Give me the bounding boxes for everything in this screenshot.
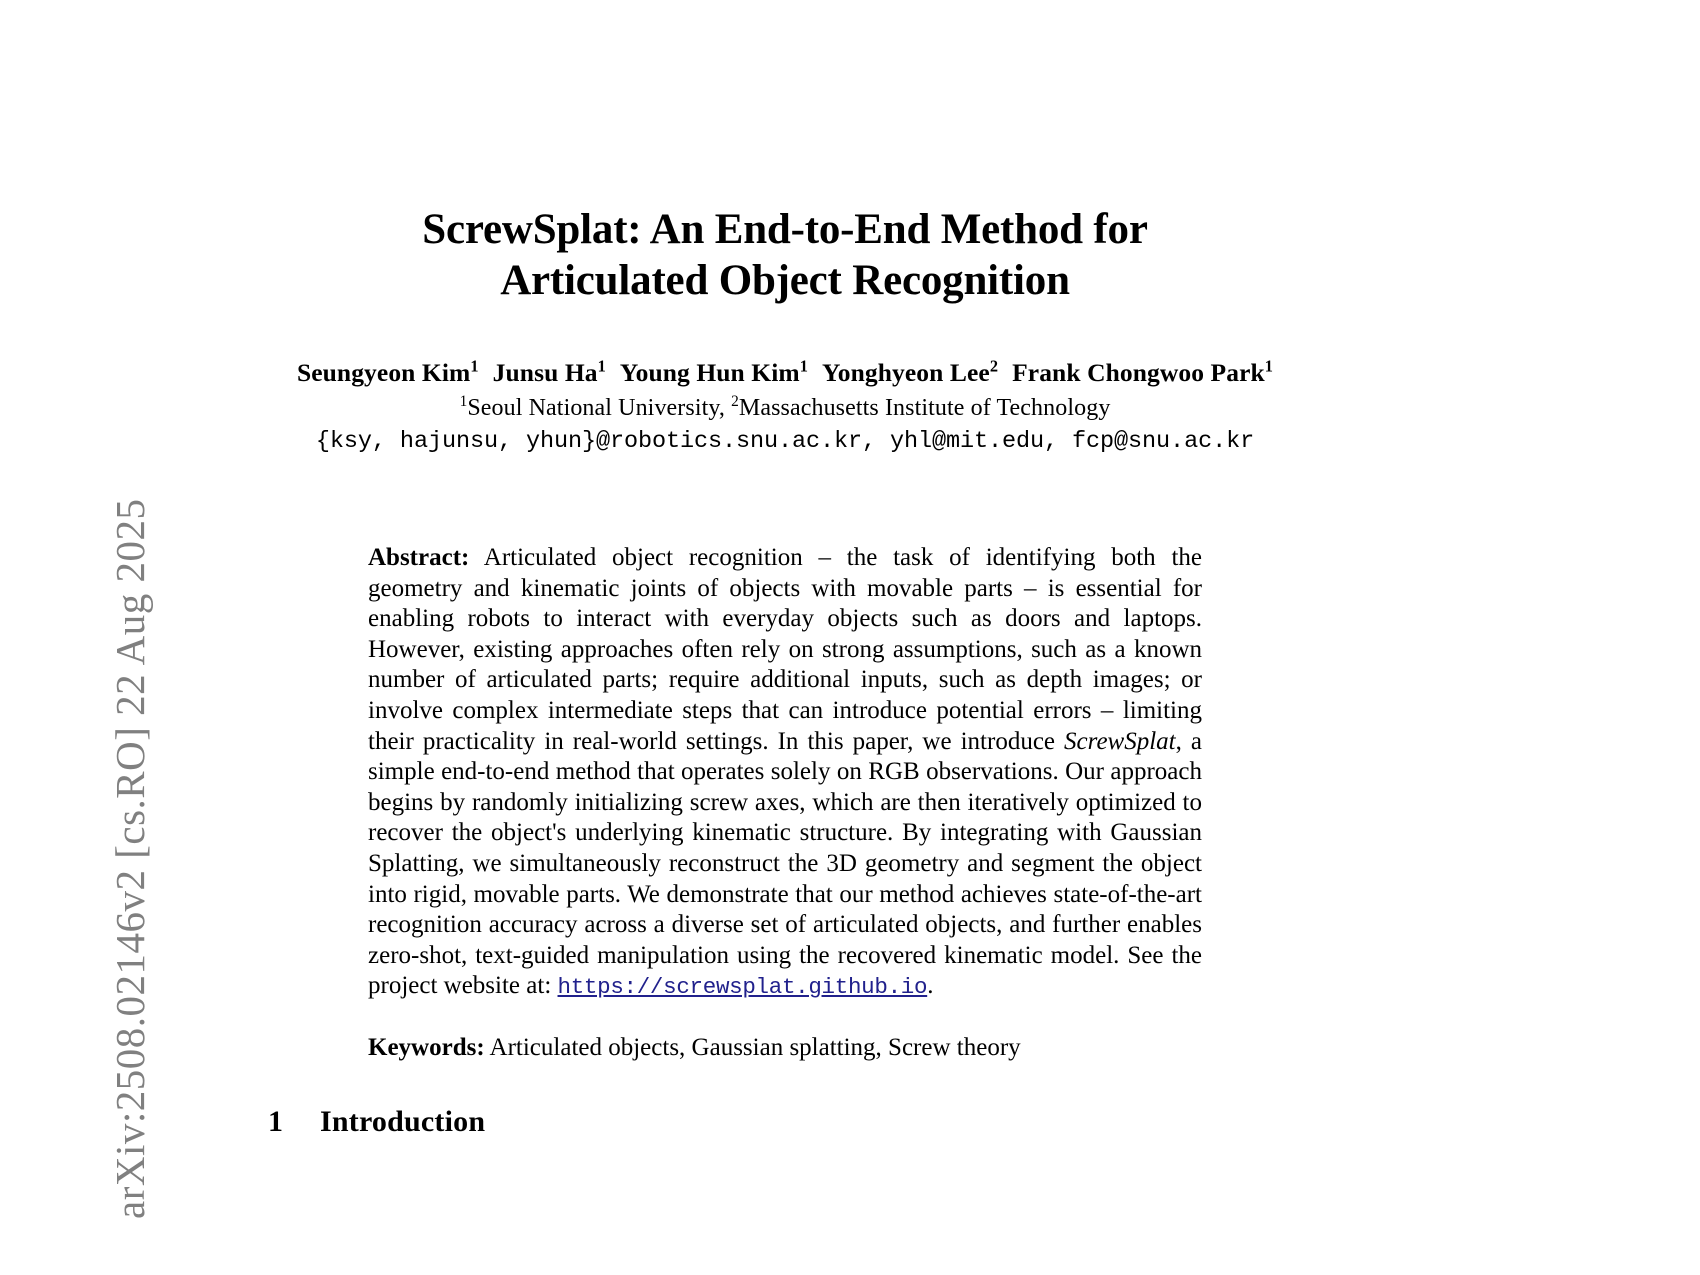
section-number: 1 (268, 1105, 284, 1138)
affiliation-mark: 2 (731, 393, 739, 410)
author-name: Young Hun Kim (619, 358, 800, 387)
author-affiliation-mark: 2 (989, 356, 999, 376)
keywords-label: Keywords: (368, 1034, 485, 1061)
project-website-link[interactable]: https://screwsplat.github.io (557, 974, 928, 1001)
affiliations-line (250, 395, 1320, 422)
section-heading-introduction (268, 1105, 485, 1139)
abstract-text-part-2: , a simple end-to-end method that operates solely on RGB observations. Our approach begins by randomly initializing screw axes, which are then iteratively optimized to recover the object's underlying kinematic structure. By integrating with Gaussian Splatting, we simultaneously reconstruct the 3D geometry and segment the object into rigid, movable parts. We demonstrate that our method achieves state-of-the-art recognition accuracy across a diverse set of articulated objects, and further enables zero-shot, text-guided manipulation using the recovered kinematic model. See the project website at: (368, 727, 1202, 1000)
author-name: Frank Chongwoo Park (1012, 358, 1265, 387)
keywords-block (368, 1033, 1202, 1064)
author-emails: {ksy, hajunsu, yhun}@robotics.snu.ac.kr, yhl@mit.edu, fcp@snu.ac.kr (315, 428, 1255, 455)
authors-line (250, 358, 1320, 388)
page-title (270, 205, 1300, 306)
abstract-label: Abstract: (368, 544, 470, 571)
author-name: Yonghyeon Lee (822, 358, 990, 387)
affiliation-mark: 1 (459, 393, 468, 410)
author-affiliation-mark: 1 (597, 356, 606, 376)
section-title: Introduction (320, 1105, 486, 1138)
abstract-method-name: ScrewSplat (1064, 727, 1176, 755)
affiliation-name: Seoul National University, (467, 395, 726, 421)
paper-title-block (270, 205, 1300, 306)
author-affiliation-mark: 1 (799, 356, 809, 376)
keywords-text: Articulated objects, Gaussian splatting, Screw theory (489, 1034, 1021, 1061)
affiliation-name: Massachusetts Institute of Technology (738, 395, 1111, 421)
author-affiliation-mark: 1 (470, 356, 479, 376)
author-name: Seungyeon Kim (296, 358, 471, 387)
authors-block (250, 358, 1320, 455)
abstract-text-end: . (927, 972, 934, 1000)
author-name: Junsu Ha (492, 358, 598, 387)
title-line-1: ScrewSplat: An End-to-End Method for (422, 206, 1148, 253)
arxiv-identifier-stamp: arXiv:2508.02146v2 [cs.RO] 22 Aug 2025 (107, 498, 153, 1219)
abstract-paragraph (368, 543, 1202, 1003)
title-line-2: Articulated Object Recognition (500, 256, 1070, 304)
abstract-block (368, 543, 1202, 1003)
abstract-text-part-1: Articulated object recognition – the task of identifying both the geometry and kinematic joints of objects with movable parts – is essential for enabling robots to interact with everyday objects such as doors and laptops. However, existing approaches often rely on strong assumptions, such as a known number of articulated parts; require additional inputs, such as depth images; or involve complex intermediate steps that can introduce potential errors – limiting their practicality in real-world settings. In this paper, we introduce (368, 544, 1202, 755)
author-affiliation-mark: 1 (1264, 356, 1274, 376)
